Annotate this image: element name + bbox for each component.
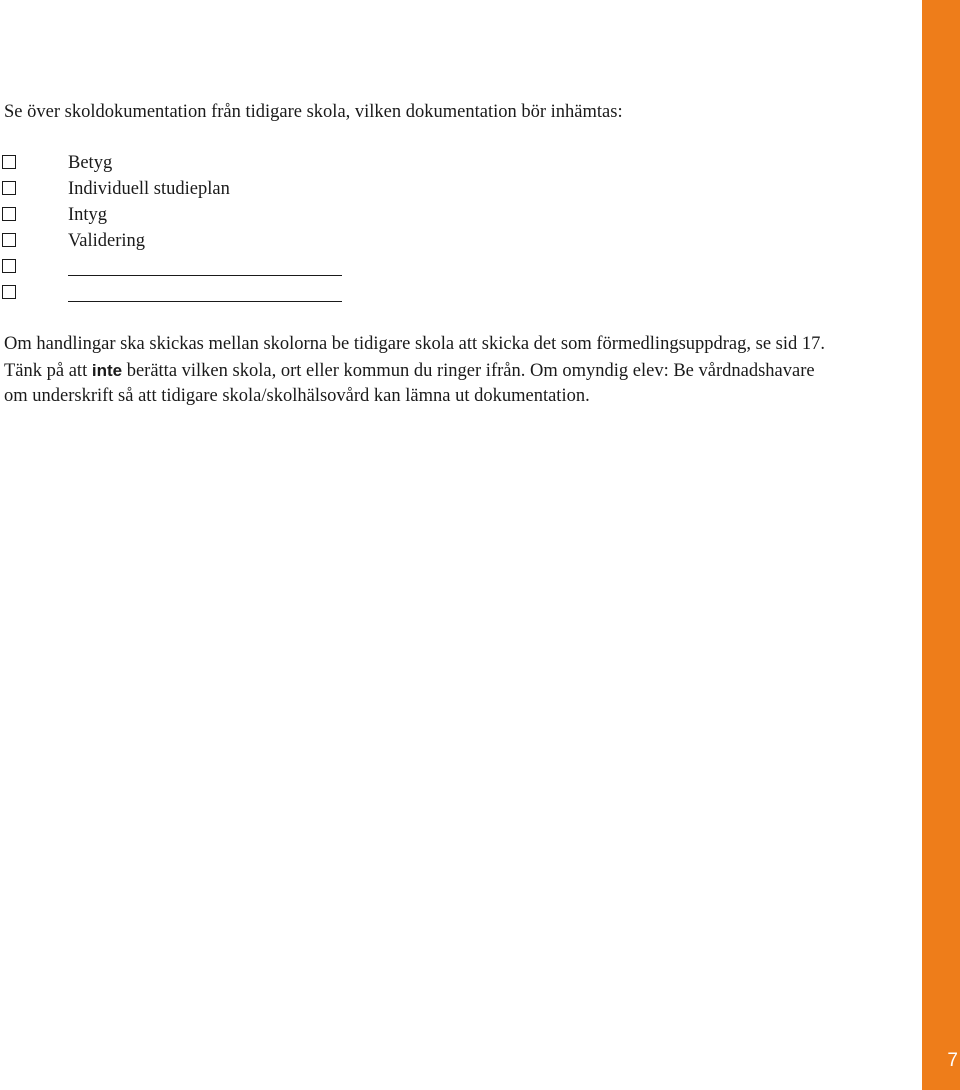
checkbox[interactable] (2, 207, 16, 221)
paragraph-line-2 (4, 358, 916, 385)
checklist-item-blank-2[interactable] (0, 280, 360, 306)
documentation-checklist (0, 150, 360, 306)
paragraph-line-3: om underskrift så att tidigare skola/skolhälsovård kan lämna ut dokumentation. (4, 386, 590, 407)
page-number: 7 (947, 1050, 958, 1071)
checkbox[interactable] (2, 155, 16, 169)
checklist-label: Betyg (68, 153, 113, 173)
intro-text: Se över skoldokumentation från tidigare skola, vilken dokumentation bör inhämtas: (4, 102, 623, 122)
checkbox[interactable] (2, 285, 16, 299)
paragraph-text: berätta vilken skola, ort eller kommun du ringer ifrån. Om omyndig elev: Be vårdnadshavare (126, 360, 815, 381)
emphasis-text: inte (91, 360, 123, 380)
checklist-item-validering[interactable] (0, 228, 360, 254)
checklist-label: Validering (68, 231, 146, 251)
instruction-paragraph (4, 332, 916, 410)
checkbox[interactable] (2, 259, 16, 273)
fill-in-line[interactable] (68, 301, 342, 302)
checklist-item-betyg[interactable] (0, 150, 360, 176)
checkbox[interactable] (2, 233, 16, 247)
checklist-label: Intyg (68, 205, 108, 225)
orange-side-bar (922, 0, 960, 1090)
checklist-item-individuell-studieplan[interactable] (0, 176, 360, 202)
checklist-label: Individuell studieplan (68, 179, 230, 199)
checkbox[interactable] (2, 181, 16, 195)
paragraph-line-1: Om handlingar ska skickas mellan skolorna be tidigare skola att skicka det som förmedlingsuppdrag, se sid 17. (4, 334, 826, 354)
fill-in-line[interactable] (68, 275, 342, 276)
checklist-item-blank-1[interactable] (0, 254, 360, 280)
checklist-item-intyg[interactable] (0, 202, 360, 228)
paragraph-text: Tänk på att (4, 360, 88, 381)
